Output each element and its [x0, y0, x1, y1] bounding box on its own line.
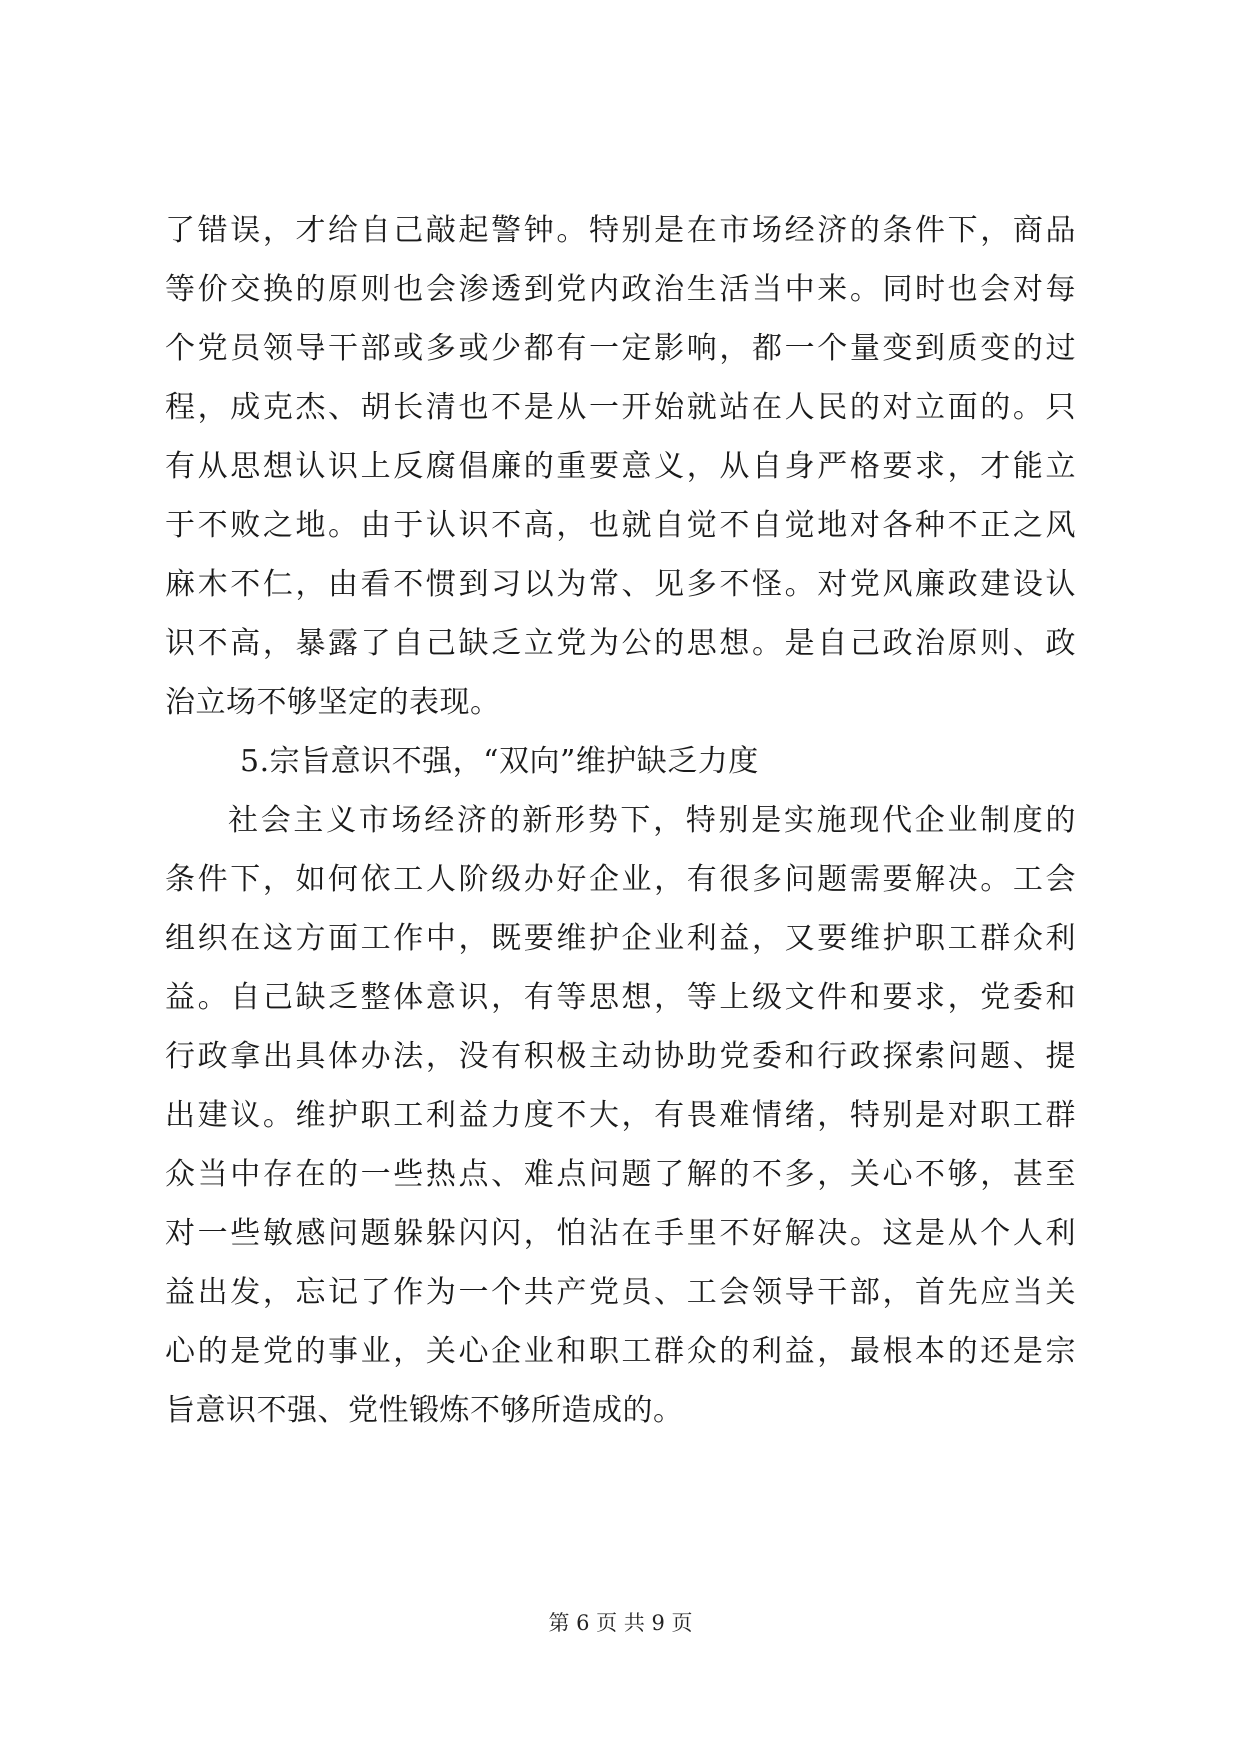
- text-line: 治立场不够坚定的表现。: [165, 685, 501, 720]
- text-line: 个党员领导干部或多或少都有一定影响，都一个量变到质变的过: [165, 331, 1076, 366]
- text-line: 旨意识不强、党性锻炼不够所造成的。: [165, 1393, 684, 1428]
- text-line: 条件下，如何依工人阶级办好企业，有很多问题需要解决。工会: [165, 862, 1076, 897]
- text-line: 益。自己缺乏整体意识，有等思想，等上级文件和要求，党委和: [165, 980, 1076, 1015]
- text-line: 对一些敏感问题躲躲闪闪，怕沾在手里不好解决。这是从个人利: [165, 1216, 1076, 1251]
- text-line: 程，成克杰、胡长清也不是从一开始就站在人民的对立面的。只: [165, 390, 1076, 425]
- text-line: 出建议。维护职工利益力度不大，有畏难情绪，特别是对职工群: [165, 1098, 1076, 1133]
- text-line: 社会主义市场经济的新形势下，特别是实施现代企业制度的: [228, 803, 1076, 838]
- text-line: 于不败之地。由于认识不高，也就自觉不自觉地对各种不正之风: [165, 508, 1076, 543]
- text-line: 心的是党的事业，关心企业和职工群众的利益，最根本的还是宗: [165, 1334, 1076, 1369]
- section-heading: 5.宗旨意识不强，“双向”维护缺乏力度: [240, 744, 759, 779]
- page-footer: 第 6 页 共 9 页: [548, 1611, 693, 1635]
- text-line: 组织在这方面工作中，既要维护企业利益，又要维护职工群众利: [165, 921, 1076, 956]
- text-line: 行政拿出具体办法，没有积极主动协助党委和行政探索问题、提: [165, 1039, 1076, 1074]
- text-line: 麻木不仁，由看不惯到习以为常、见多不怪。对党风廉政建设认: [165, 567, 1076, 602]
- text-line: 等价交换的原则也会渗透到党内政治生活当中来。同时也会对每: [165, 272, 1076, 307]
- text-line: 众当中存在的一些热点、难点问题了解的不多，关心不够，甚至: [165, 1157, 1076, 1192]
- text-line: 识不高，暴露了自己缺乏立党为公的思想。是自己政治原则、政: [165, 626, 1076, 661]
- text-line: 益出发，忘记了作为一个共产党员、工会领导干部，首先应当关: [165, 1275, 1076, 1310]
- text-line: 了错误，才给自己敲起警钟。特别是在市场经济的条件下，商品: [165, 213, 1076, 248]
- text-line: 有从思想认识上反腐倡廉的重要意义，从自身严格要求，才能立: [165, 449, 1076, 484]
